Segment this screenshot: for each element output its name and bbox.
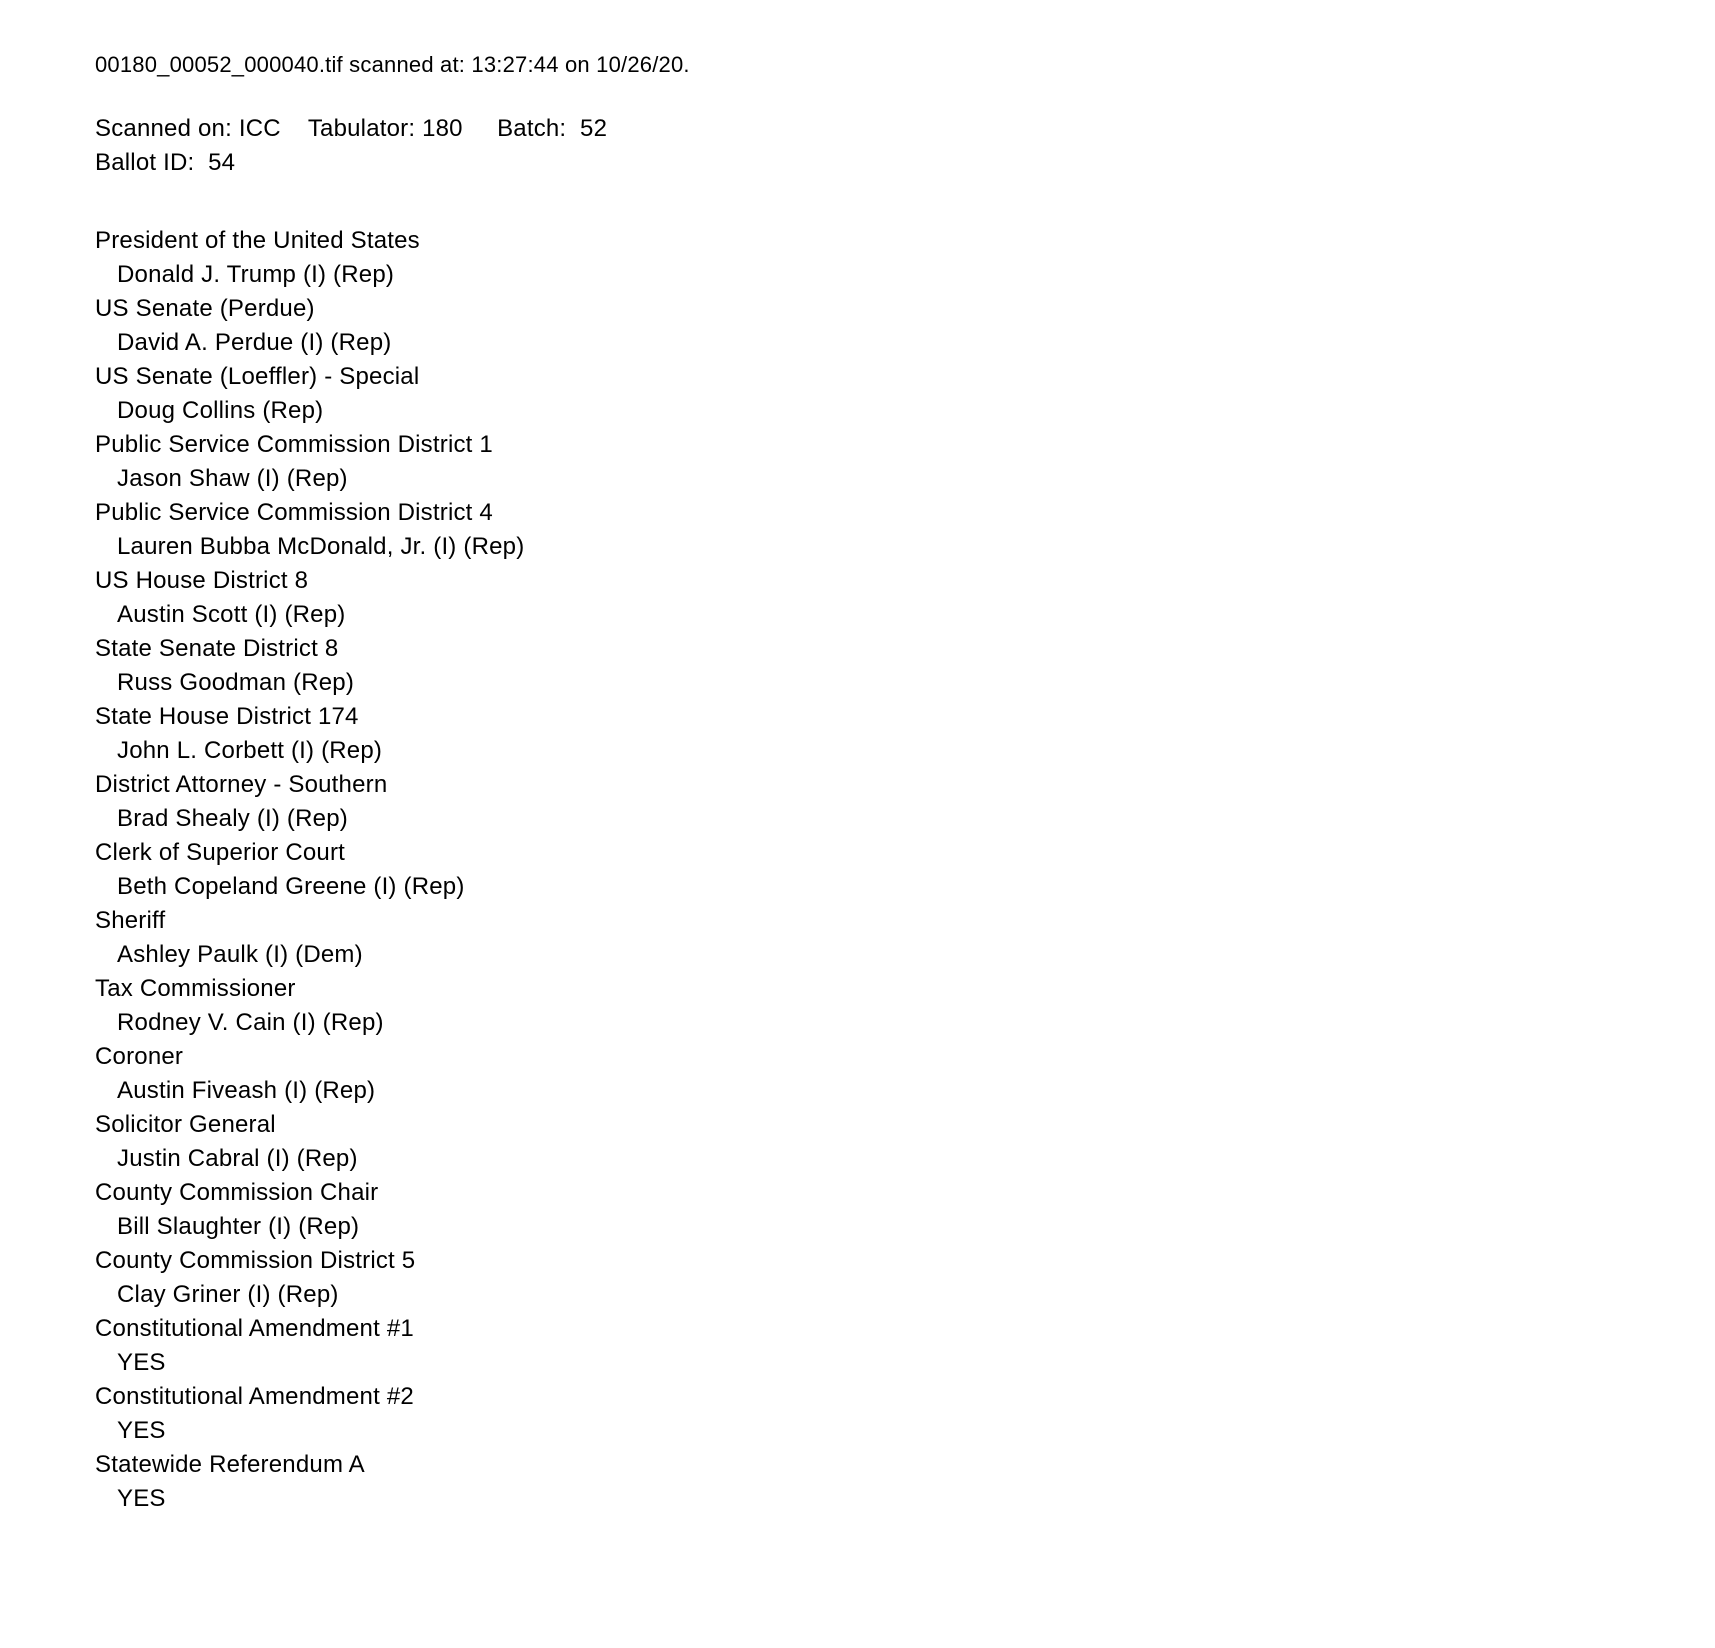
contest-selection: YES [117, 1417, 166, 1444]
contest-selection: John L. Corbett (I) (Rep) [117, 737, 383, 764]
contest-title: Tax Commissioner [95, 975, 296, 1002]
contest-title: US Senate (Perdue) [95, 295, 315, 322]
contest-block [95, 972, 1675, 1040]
contest-selection: Donald J. Trump (I) (Rep) [117, 261, 395, 288]
contest-block [95, 360, 1675, 428]
scan-filename-line: 00180_00052_000040.tif scanned at: 13:27:44 on 10/26/20. [95, 52, 690, 77]
contest-block [95, 1312, 1675, 1380]
scanner-meta-line: Scanned on: ICC Tabulator: 180 Batch: 52 [95, 115, 608, 142]
contest-title: Constitutional Amendment #2 [95, 1383, 414, 1410]
contest-title: Sheriff [95, 907, 166, 934]
contest-selection: Jason Shaw (I) (Rep) [117, 465, 348, 492]
contest-block [95, 1040, 1675, 1108]
contest-block [95, 700, 1675, 768]
contest-title: County Commission District 5 [95, 1247, 416, 1274]
contest-title: US Senate (Loeffler) - Special [95, 363, 420, 390]
contest-title: Coroner [95, 1043, 184, 1070]
contest-block [95, 496, 1675, 564]
contest-title: Statewide Referendum A [95, 1451, 365, 1478]
contest-block [95, 224, 1675, 292]
contest-selection: YES [117, 1349, 166, 1376]
contest-block [95, 428, 1675, 496]
contest-title: Clerk of Superior Court [95, 839, 346, 866]
contest-title: District Attorney - Southern [95, 771, 388, 798]
contest-title: State House District 174 [95, 703, 359, 730]
contest-selection: Brad Shealy (I) (Rep) [117, 805, 348, 832]
contest-title: Solicitor General [95, 1111, 276, 1138]
contest-block [95, 1176, 1675, 1244]
contest-selection: Clay Griner (I) (Rep) [117, 1281, 339, 1308]
contest-title: Constitutional Amendment #1 [95, 1315, 414, 1342]
contest-selection: Bill Slaughter (I) (Rep) [117, 1213, 360, 1240]
contest-title: State Senate District 8 [95, 635, 339, 662]
contest-selection: Rodney V. Cain (I) (Rep) [117, 1009, 384, 1036]
contest-block [95, 632, 1675, 700]
contest-selection: Russ Goodman (Rep) [117, 669, 355, 696]
contest-block [95, 564, 1675, 632]
contest-block [95, 768, 1675, 836]
contest-title: US House District 8 [95, 567, 309, 594]
contest-block [95, 836, 1675, 904]
ballot-id-line: Ballot ID: 54 [95, 149, 236, 176]
contest-block [95, 1244, 1675, 1312]
contest-title: Public Service Commission District 1 [95, 431, 493, 458]
contest-selection: Beth Copeland Greene (I) (Rep) [117, 873, 465, 900]
contest-title: President of the United States [95, 227, 420, 254]
contest-selection: Ashley Paulk (I) (Dem) [117, 941, 363, 968]
contest-block [95, 1108, 1675, 1176]
contest-block [95, 1448, 1675, 1516]
contest-selection: Justin Cabral (I) (Rep) [117, 1145, 358, 1172]
contest-block [95, 1380, 1675, 1448]
contest-list [95, 224, 1675, 1516]
contest-block [95, 292, 1675, 360]
contest-block [95, 904, 1675, 972]
contest-title: Public Service Commission District 4 [95, 499, 493, 526]
contest-selection: Austin Fiveash (I) (Rep) [117, 1077, 376, 1104]
contest-selection: Doug Collins (Rep) [117, 397, 324, 424]
contest-selection: David A. Perdue (I) (Rep) [117, 329, 392, 356]
contest-title: County Commission Chair [95, 1179, 379, 1206]
contest-selection: Lauren Bubba McDonald, Jr. (I) (Rep) [117, 533, 525, 560]
contest-selection: YES [117, 1485, 166, 1512]
contest-selection: Austin Scott (I) (Rep) [117, 601, 346, 628]
